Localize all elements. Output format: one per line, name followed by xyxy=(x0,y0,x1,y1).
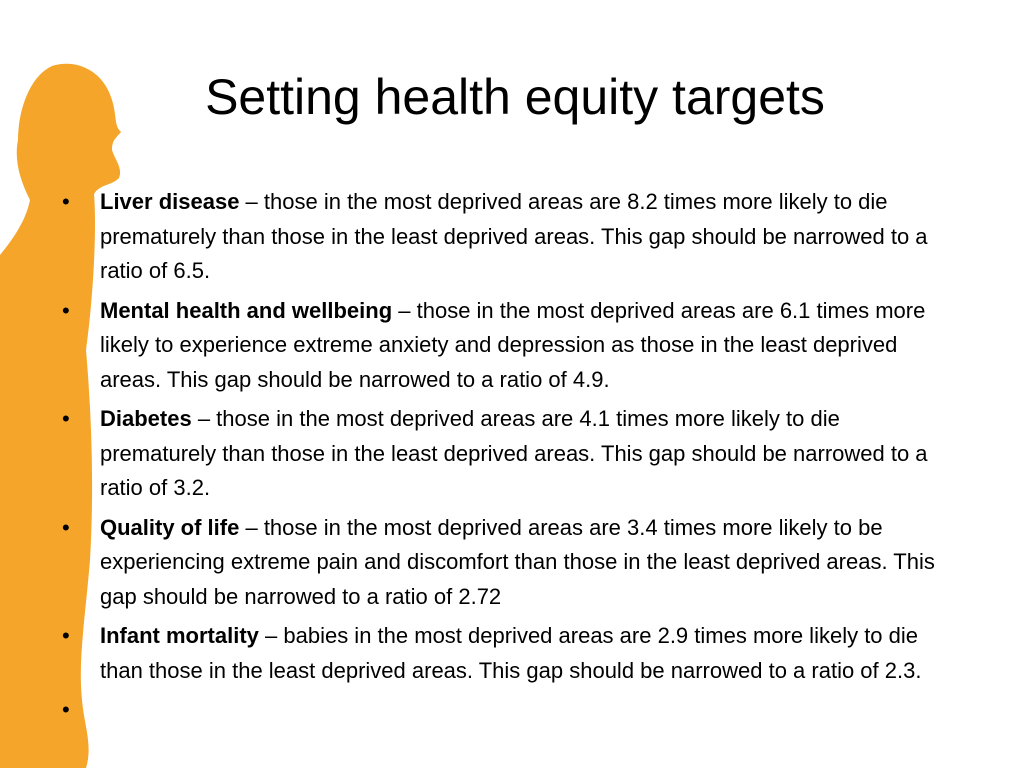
bullet-term: Liver disease xyxy=(100,189,240,214)
bullet-point: • xyxy=(62,189,70,214)
bullet-term: Infant mortality xyxy=(100,623,259,648)
bullet-item-infant-mortality xyxy=(62,619,962,688)
bullet-text: – those in the most deprived areas are 3.4 times more likely to be experiencing extreme pain and discomfort than those in the least deprived areas. This gap should be narrowed to a ratio of 2.72 xyxy=(100,514,935,609)
slide-title: Setting health equity targets xyxy=(205,69,825,125)
bullet-item-mental-health xyxy=(62,294,962,398)
bullet-point: • xyxy=(62,297,70,323)
bullet-text: – those in the most deprived areas are 4.1 times more likely to die prematurely than those in the least deprived areas. This gap should be narrowed to a ratio of 3.2. xyxy=(100,406,928,500)
bullet-text: – those in the most deprived areas are 8.2 times more likely to die prematurely than those in the least deprived areas. This gap should be narrowed to a ratio of 6.5. xyxy=(100,189,928,283)
bullet-point: • xyxy=(62,623,70,648)
bullet-text: – those in the most deprived areas are 6.1 times more likely to experience extreme anxiety and depression as those in the least deprived areas. This gap should be narrowed to a ratio of 4.9. xyxy=(100,297,926,392)
bullet-term: Quality of life xyxy=(100,514,240,540)
bullet-text: – babies in the most deprived areas are 2.9 times more likely to die than those in the least deprived areas. This gap should be narrowed to a ratio of 2.3. xyxy=(100,623,922,683)
bullet-point: • xyxy=(62,697,70,722)
bullet-item-quality-of-life xyxy=(62,511,962,615)
bullet-item-liver-disease xyxy=(62,185,962,289)
bullet-item-diabetes xyxy=(62,402,962,506)
bullet-point: • xyxy=(62,514,70,540)
bullet-list xyxy=(62,185,962,722)
bullet-term: Diabetes xyxy=(100,406,192,431)
bullet-point: • xyxy=(62,406,70,431)
bullet-term: Mental health and wellbeing xyxy=(100,297,393,323)
